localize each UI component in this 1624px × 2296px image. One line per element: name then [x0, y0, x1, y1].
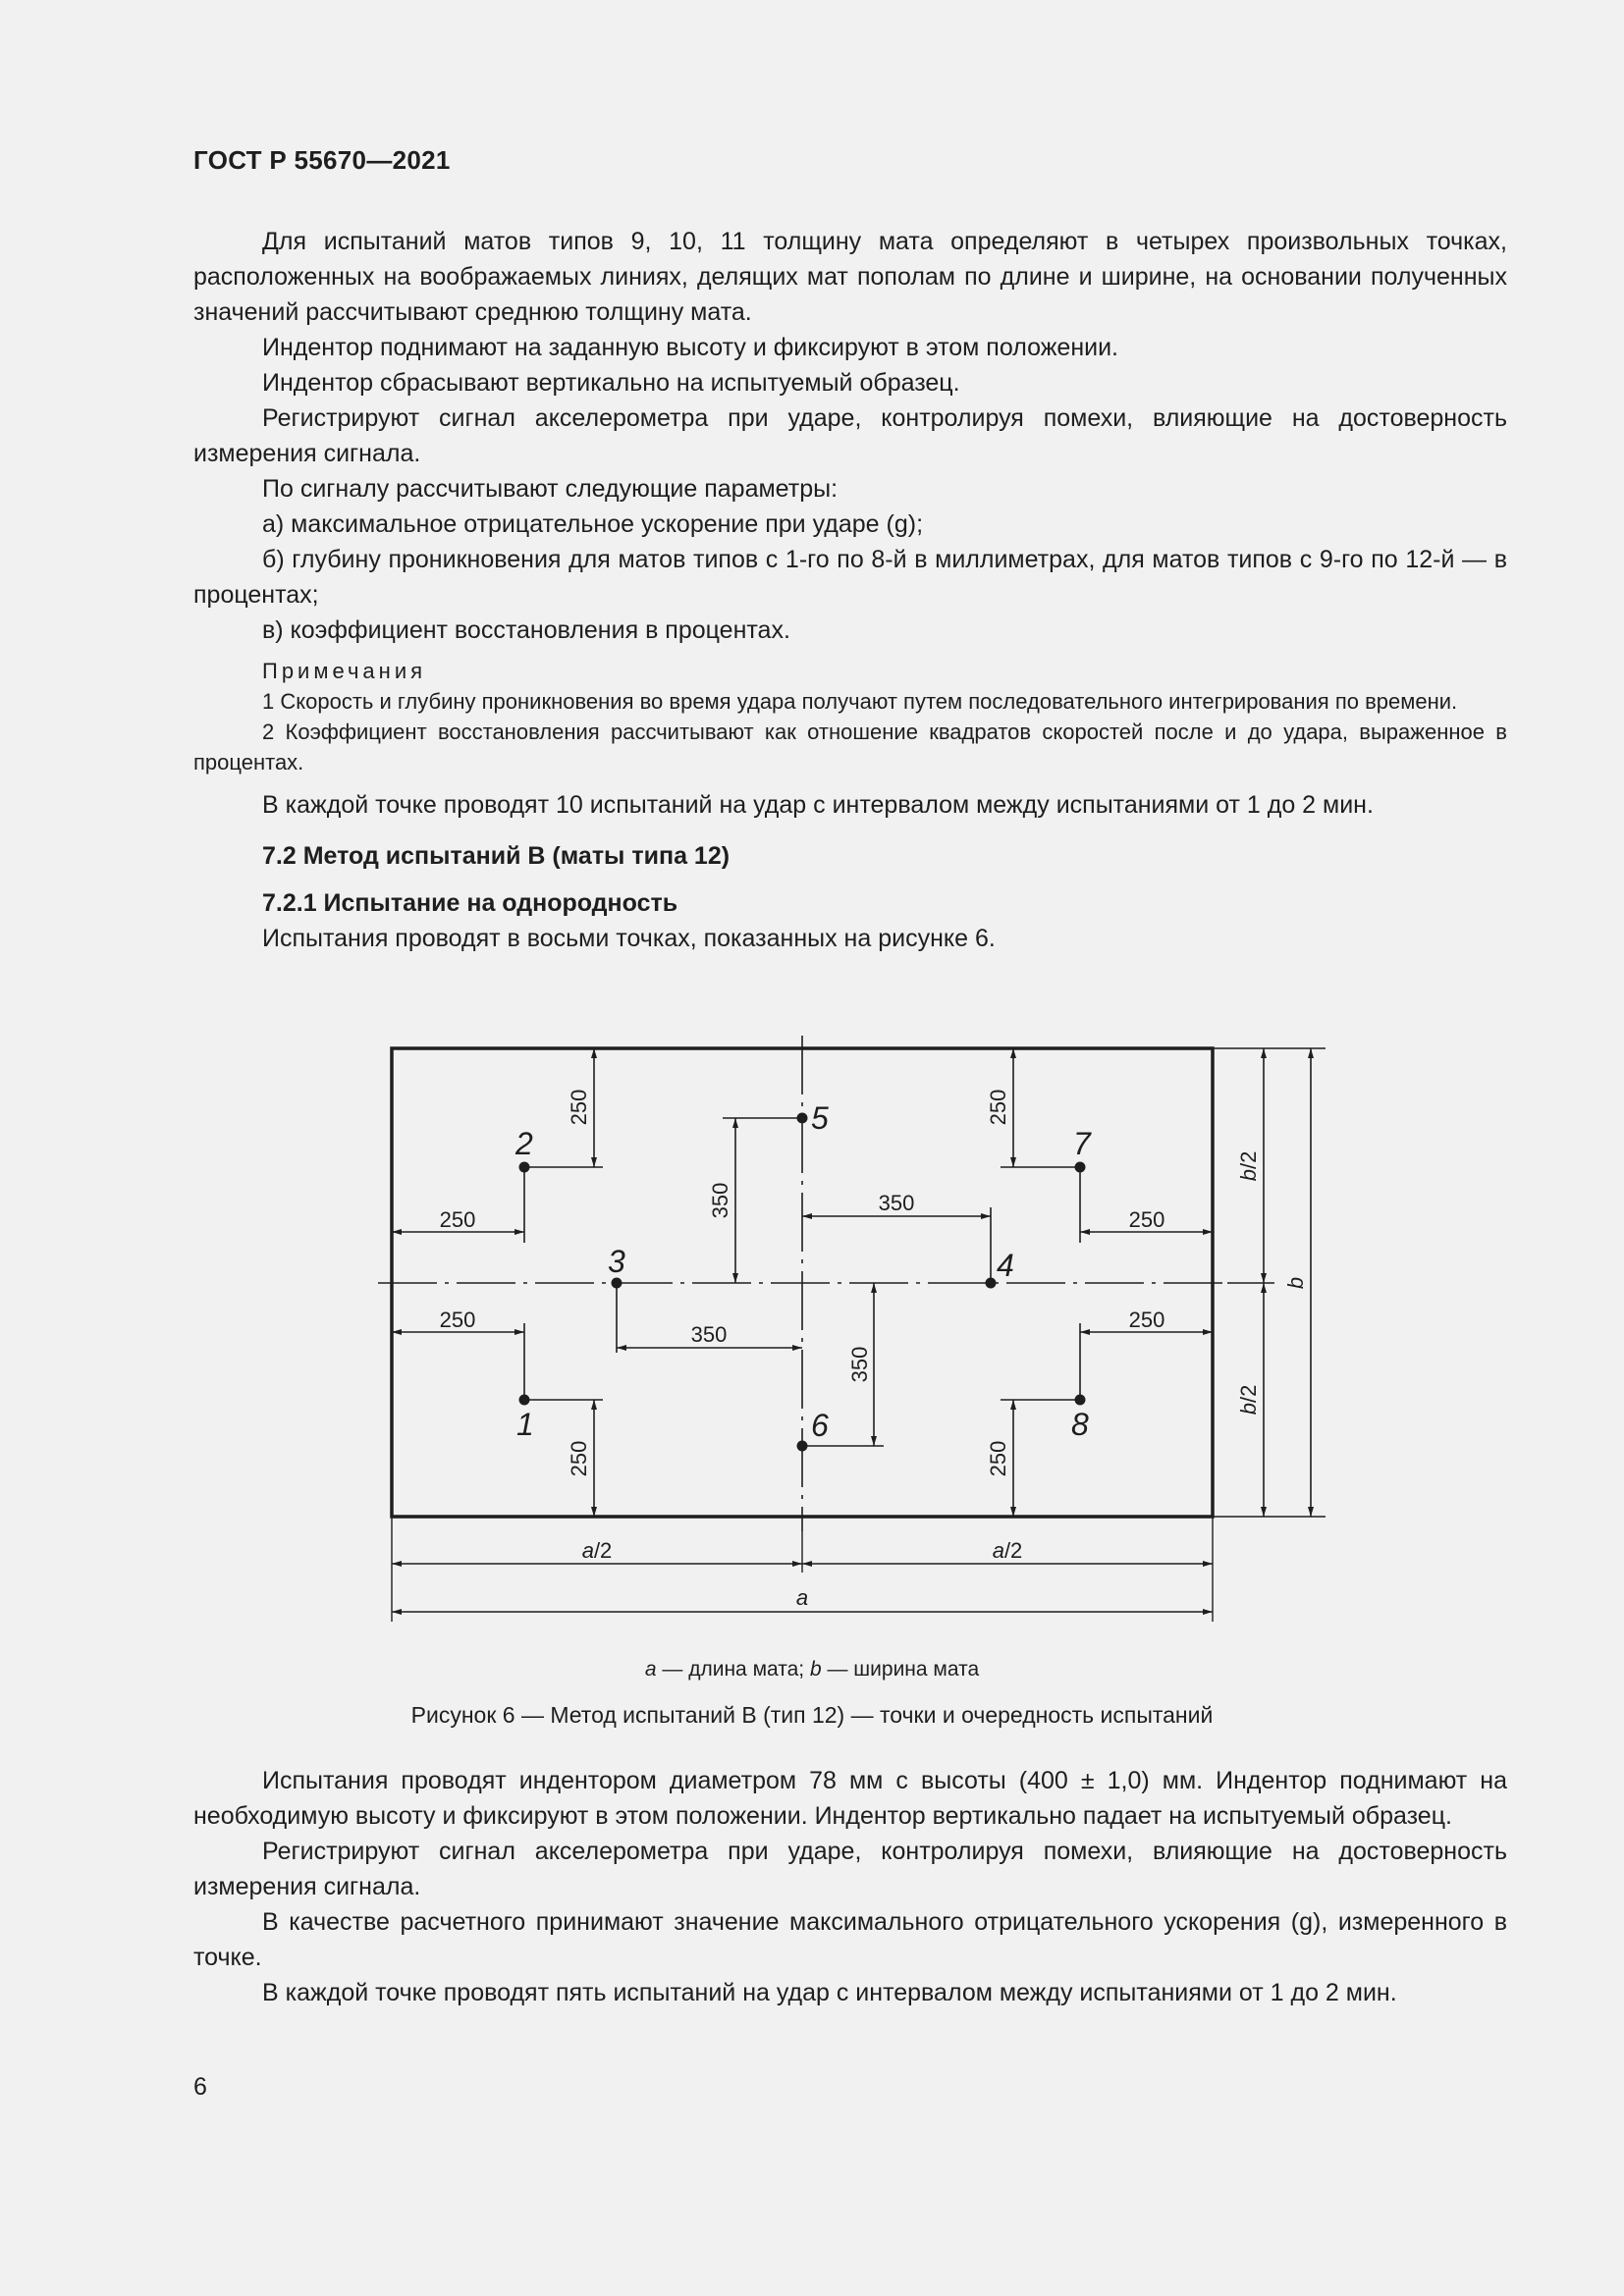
figure-caption: Рисунок 6 — Метод испытаний В (тип 12) — точки и очередность испытаний [410, 1702, 1214, 1728]
dim-label-a-half: a/2 [581, 1538, 613, 1563]
test-point-1 [519, 1395, 530, 1406]
legend-symbol-a: a [644, 1658, 657, 1681]
list-item-b: б) глубину проникновения для матов типов с 1-го по 8-й в миллиметрах, для матов типов с 9-го по 12-й — в процентах; [193, 546, 1507, 609]
paragraph-signal: Регистрируют сигнал акселерометра при ударе, контролируя помехи, влияющие на достоверность измерения сигнала. [193, 404, 1507, 467]
point-label-2: 2 [515, 1126, 533, 1161]
dim-label-250: 250 [1128, 1308, 1165, 1332]
legend-symbol-b: b [809, 1658, 822, 1681]
dim-label-350: 350 [708, 1182, 732, 1219]
point-label-1: 1 [516, 1407, 534, 1442]
after-figure-text-block [193, 1763, 1507, 2010]
dim-label-350: 350 [690, 1322, 728, 1347]
test-point-4 [986, 1278, 997, 1289]
dim-label-a-half: a/2 [992, 1538, 1023, 1563]
note-2: 2 Коэффициент восстановления рассчитывают как отношение квадратов скоростей после и до удара, выраженное в процентах. [193, 720, 1507, 774]
paragraph-thickness: Для испытаний матов типов 9, 10, 11 толщину мата определяют в четырех произвольных точках, расположенных на воображаемых линиях, делящих мат пополам по длине и ширине, на основании полученных значений рассчитывают среднюю толщину мата. [193, 228, 1507, 326]
paragraph-parameters: По сигналу рассчитывают следующие параметры: [262, 475, 839, 503]
point-label-8: 8 [1071, 1407, 1089, 1442]
point-label-5: 5 [811, 1100, 829, 1136]
dim-label-250: 250 [986, 1089, 1010, 1126]
test-point-2 [519, 1162, 530, 1173]
dim-label-250: 250 [1128, 1207, 1165, 1232]
dim-label-250: 250 [986, 1440, 1010, 1477]
dim-label-a: a [795, 1585, 809, 1610]
dim-label-350: 350 [878, 1191, 915, 1215]
dim-label-250: 250 [439, 1207, 476, 1232]
document-code-header: ГОСТ Р 55670—2021 [193, 145, 451, 175]
dim-label-b-half: b/2 [1236, 1384, 1261, 1415]
test-point-5 [797, 1113, 808, 1124]
dim-label-b: b [1283, 1276, 1308, 1290]
point-label-7: 7 [1073, 1126, 1091, 1161]
paragraph-indentor-diameter: Испытания проводят индентором диаметром 78 мм с высоты (400 ± 1,0) мм. Индентор поднимают на необходимую высоту и фиксируют в этом положении. Индентор вертикально падает на испытуемый образец. [193, 1767, 1507, 1830]
paragraph-signal-2: Регистрируют сигнал акселерометра при ударе, контролируя помехи, влияющие на достоверность измерения сигнала. [193, 1838, 1507, 1900]
paragraph-indentor-raise: Индентор поднимают на заданную высоту и фиксируют в этом положении. [262, 334, 1118, 361]
dim-label-350: 350 [847, 1346, 872, 1383]
test-point-3 [612, 1278, 623, 1289]
point-label-6: 6 [811, 1408, 829, 1443]
page-number: 6 [193, 2073, 207, 2101]
figure-legend [0, 1658, 1624, 1682]
list-item-c: в) коэффициент восстановления в процентах. [262, 616, 790, 644]
paragraph-ten-tests: В каждой точке проводят 10 испытаний на удар с интервалом между испытаниями от 1 до 2 мин. [262, 791, 1374, 819]
list-item-a: а) максимальное отрицательное ускорение при ударе (g); [262, 510, 924, 538]
paragraph-eight-points: Испытания проводят в восьми точках, показанных на рисунке 6. [262, 925, 996, 952]
legend-text-a: — длина мата; [656, 1658, 810, 1681]
point-label-3: 3 [608, 1244, 625, 1279]
test-point-7 [1075, 1162, 1086, 1173]
test-point-8 [1075, 1395, 1086, 1406]
paragraph-calculated-value: В качестве расчетного принимают значение максимального отрицательного ускорения (g), измеренного в точке. [193, 1908, 1507, 1971]
paragraph-indentor-drop: Индентор сбрасывают вертикально на испытуемый образец. [262, 369, 960, 397]
point-label-4: 4 [997, 1248, 1014, 1283]
note-1: 1 Скорость и глубину проникновения во время удара получают путем последовательного интегрирования по времени. [262, 689, 1458, 714]
dim-label-b-half: b/2 [1236, 1150, 1261, 1182]
dim-label-250: 250 [439, 1308, 476, 1332]
test-point-6 [797, 1441, 808, 1452]
section-heading-7-2: 7.2 Метод испытаний В (маты типа 12) [262, 842, 731, 870]
section-heading-7-2-1: 7.2.1 Испытание на однородность [262, 889, 678, 917]
paragraph-five-tests: В каждой точке проводят пять испытаний на удар с интервалом между испытаниями от 1 до 2 мин. [262, 1979, 1397, 2006]
notes-title: Примечания [262, 659, 427, 683]
dim-label-250: 250 [567, 1440, 591, 1477]
dim-label-250: 250 [567, 1089, 591, 1126]
legend-text-b: — ширина мата [821, 1658, 980, 1681]
